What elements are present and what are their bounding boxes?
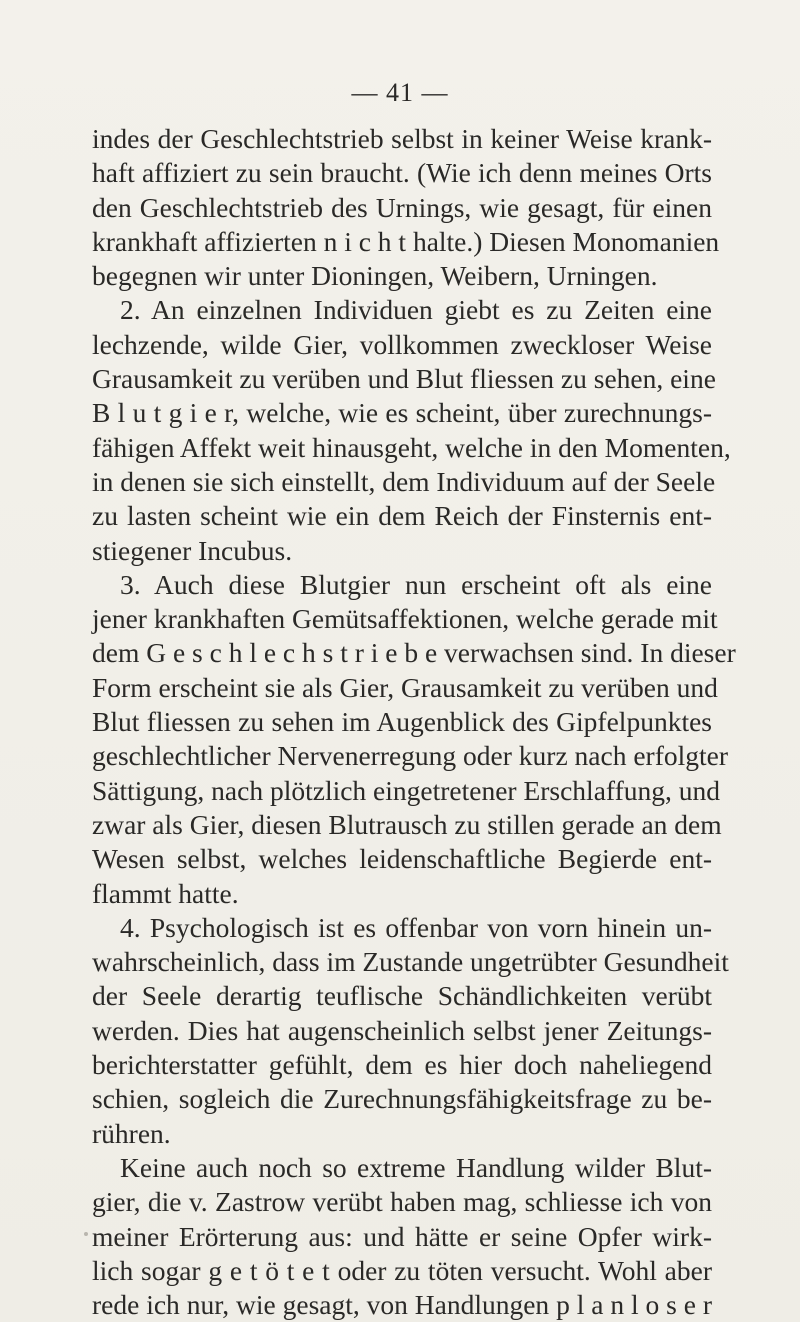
text-line: 3. Auch diese Blutgier nun erscheint oft als eine [120,568,712,600]
text-line: Grausamkeit zu verüben und Blut fliessen zu sehen, eine [92,363,716,395]
text-line: den Geschlechtstrieb des Urnings, wie gesagt, für einen [92,191,712,223]
text-line: zu lasten scheint wie ein dem Reich der Finsternis ent- [92,500,712,532]
page-number: — 41 — [351,78,449,107]
text-line: Keine auch noch so extreme Handlung wilder Blut- [120,1151,712,1183]
text-line: lechzende, wilde Gier, vollkommen zweckloser Weise [92,328,712,360]
text-line: 4. Psychologisch ist es offenbar von vorn hinein un- [120,911,712,943]
text-line: schien, sogleich die Zurechnungsfähigkeitsfrage zu be- [92,1083,712,1115]
text-line: Wesen selbst, welches leidenschaftliche Begierde ent- [92,843,712,875]
text-line: rede ich nur, wie gesagt, von Handlungen p l a n l o s e r [92,1289,712,1321]
text-line: gier, die v. Zastrow verübt haben mag, schliesse ich von [92,1186,712,1218]
text-line: 2. An einzelnen Individuen giebt es zu Zeiten eine [120,294,712,326]
text-line: geschlechtlicher Nervenerregung oder kurz nach erfolgter [92,740,728,772]
text-line: Form erscheint sie als Gier, Grausamkeit zu verüben und [92,671,718,703]
text-line: Blut fliessen zu sehen im Augenblick des Gipfelpunktes [92,706,712,738]
text-line: jener krankhaften Gemütsaffektionen, welche gerade mit [92,603,718,635]
body-text [92,122,736,1322]
text-line: fähigen Affekt weit hinausgeht, welche in den Momenten, [92,431,731,463]
text-line: stiegener Incubus. [92,534,293,566]
text-line: berichterstatter gefühlt, dem es hier doch naheliegend [92,1049,712,1081]
text-line: B l u t g i e r, welche, wie es scheint, über zurechnungs- [92,397,712,429]
text-line: flammt hatte. [92,877,239,909]
text-line: begegnen wir unter Dioningen, Weibern, Urningen. [92,260,658,292]
text-line: Sättigung, nach plötzlich eingetretener Erschlaffung, und [92,774,720,806]
text-line: krankhaft affizierten n i c h t halte.) Diesen Monomanien [92,225,720,257]
text-line: werden. Dies hat augenscheinlich selbst jener Zeitungs- [92,1014,712,1046]
text-line: lich sogar g e t ö t e t oder zu töten versucht. Wohl aber [92,1254,712,1286]
text-line: in denen sie sich einstellt, dem Individuum auf der Seele [92,465,716,497]
paper-speck [84,1232,88,1236]
text-line: der Seele derartig teuflische Schändlichkeiten verübt [92,980,712,1012]
text-line: indes der Geschlechtstrieb selbst in keiner Weise krank- [92,123,712,154]
text-line: rühren. [92,1117,171,1149]
text-line: meiner Erörterung aus: und hätte er seine Opfer wirk- [92,1220,712,1252]
text-line: zwar als Gier, diesen Blutrausch zu stillen gerade an dem [92,808,722,840]
text-line: wahrscheinlich, dass im Zustande ungetrübter Gesundheit [92,946,729,978]
text-line: dem G e s c h l e c h s t r i e b e verwachsen sind. In dieser [92,637,736,669]
text-line: haft affiziert zu sein braucht. (Wie ich denn meines Orts [92,157,712,189]
